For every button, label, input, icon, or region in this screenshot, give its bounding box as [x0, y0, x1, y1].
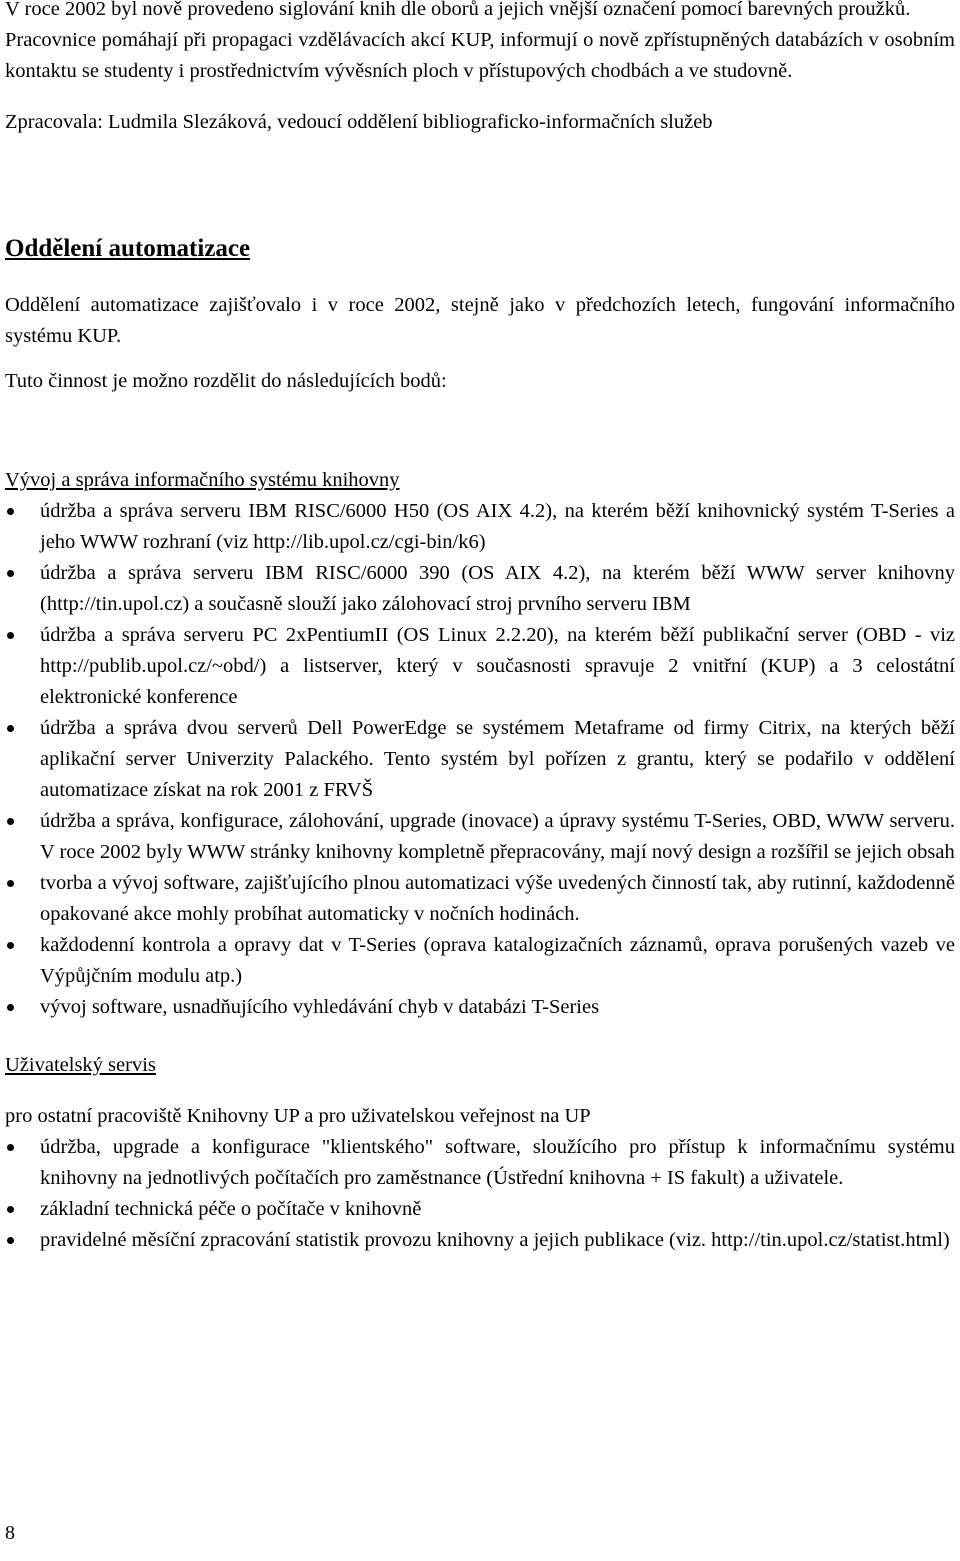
subsection-title-user-service: Uživatelský servis [5, 1054, 156, 1076]
intro-paragraph-promotion: Pracovnice pomáhají při propagaci vzdělávacích akcí KUP, informují o nově zpřístupněných databázích v osobním kontaktu se studenty i prostřednictvím vývěsních ploch v přístupových chodbách a ve studovně. [5, 29, 955, 82]
list-item: údržba a správa serveru IBM RISC/6000 390 (OS AIX 4.2), na kterém běží WWW server knihovny (http://tin.upol.cz) a současně slouží jako zálohovací stroj prvního serveru IBM [5, 558, 955, 620]
author-line: Zpracovala: Ludmila Slezáková, vedoucí oddělení bibliograficko-informačních služeb [5, 111, 713, 133]
user-service-list [5, 1132, 955, 1256]
list-item: údržba, upgrade a konfigurace "klientského" software, sloužícího pro přístup k informačnímu systému knihovny na jednotlivých počítačích pro zaměstnance (Ústřední knihovna + IS fakult) a uživatele. [5, 1132, 955, 1194]
list-item: údržba a správa dvou serverů Dell PowerEdge se systémem Metaframe od firmy Citrix, na kterých běží aplikační server Univerzity Palackého. Tento systém byl pořízen z grantu, který se podařilo v oddělení automatizace získat na rok 2001 z FRVŠ [5, 713, 955, 806]
list-item: údržba a správa serveru IBM RISC/6000 H50 (OS AIX 4.2), na kterém běží knihovnický systém T-Series a jeho WWW rozhraní (viz http://lib.upol.cz/cgi-bin/k6) [5, 496, 955, 558]
list-item: pravidelné měsíční zpracování statistik provozu knihovny a jejich publikace (viz. http://tin.upol.cz/statist.html) [5, 1225, 955, 1256]
list-item: vývoj software, usnadňujícího vyhledávání chyb v databázi T-Series [5, 992, 955, 1023]
user-service-intro: pro ostatní pracoviště Knihovny UP a pro uživatelskou veřejnost na UP [5, 1105, 591, 1127]
list-item: údržba a správa, konfigurace, zálohování, upgrade (inovace) a úpravy systému T-Series, OBD, WWW serveru. V roce 2002 byly WWW stránky knihovny kompletně přepracovány, mají nový design a rozšířil se jejich obsah [5, 806, 955, 868]
document-page [5, 0, 955, 1256]
list-item: každodenní kontrola a opravy dat v T-Series (oprava katalogizačních záznamů, oprava porušených vazeb ve Výpůjčním modulu atp.) [5, 930, 955, 992]
subsection-title-system: Vývoj a správa informačního systému knihovny [5, 469, 400, 491]
page-number: 8 [5, 1522, 15, 1544]
intro-paragraph-sigling: V roce 2002 byl nově provedeno siglování knih dle oborů a jejich vnější označení pomocí barevných proužků. [5, 0, 911, 20]
section-paragraph-intro: Oddělení automatizace zajišťovalo i v roce 2002, stejně jako v předchozích letech, fungování informačního systému KUP. [5, 294, 955, 347]
list-item: základní technická péče o počítače v knihovně [5, 1194, 955, 1225]
list-item: tvorba a vývoj software, zajišťujícího plnou automatizaci výše uvedených činností tak, aby rutinní, každodenně opakované akce mohly probíhat automaticky v nočních hodinách. [5, 868, 955, 930]
list-item: údržba a správa serveru PC 2xPentiumII (OS Linux 2.2.20), na kterém běží publikační server (OBD - viz http://publib.upol.cz/~obd/) a listserver, který v současnosti spravuje 2 vnitřní (KUP) a 3 celostátní elektronické konference [5, 620, 955, 713]
section-paragraph-points: Tuto činnost je možno rozdělit do následujících bodů: [5, 370, 447, 392]
section-title: Oddělení automatizace [5, 235, 251, 262]
system-task-list [5, 496, 955, 1023]
